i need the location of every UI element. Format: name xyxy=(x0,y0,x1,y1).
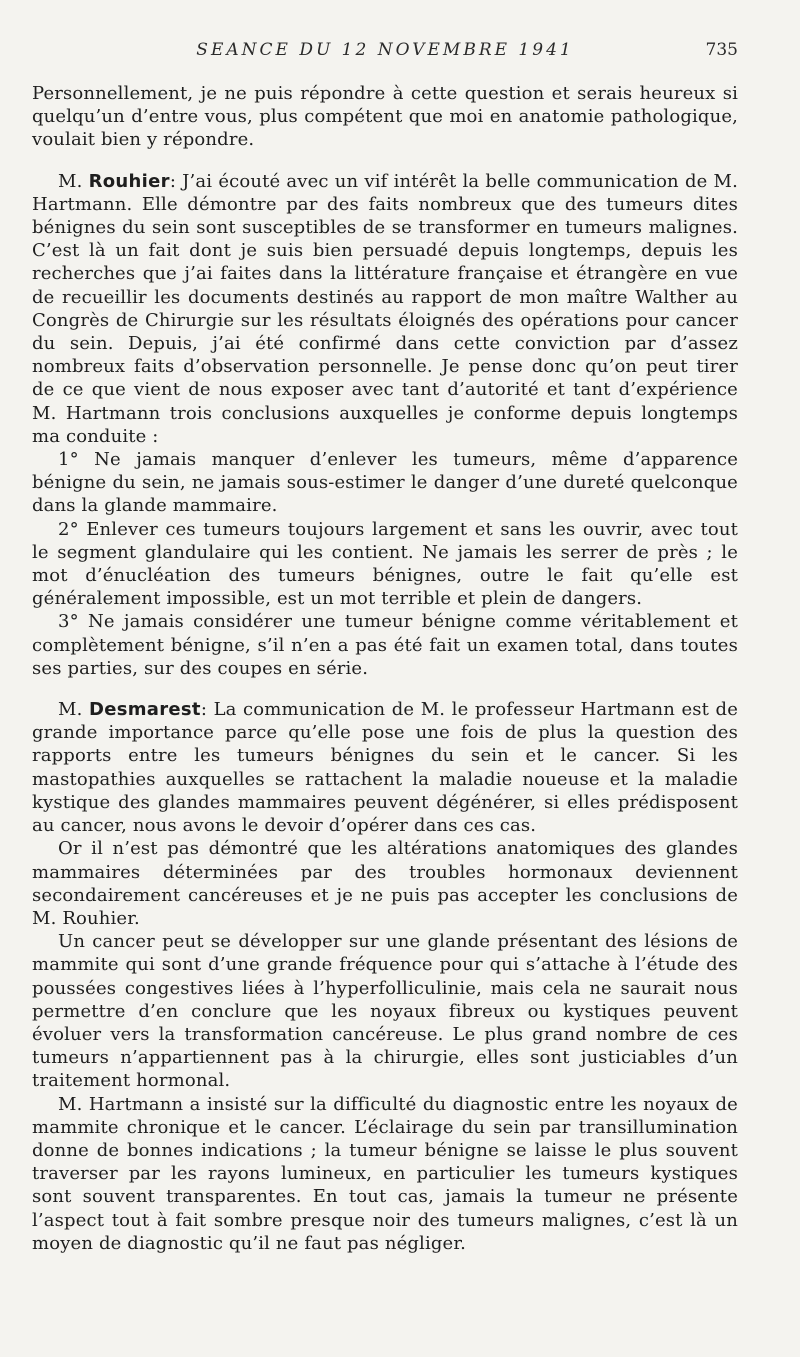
paragraph-text: : La communication de M. le professeur Hartmann est de grande importance parce qu’elle pose une fois de plus la question des rapports entre les tumeurs bénignes du sein et le cancer. Si les mastopathies auxquelles se rattachent la maladie noueuse et la maladie kystique des glandes mammaires peuvent dégénérer, si elles prédisposent au cancer, nous avons le devoir d’opérer dans ces cas. xyxy=(32,699,739,837)
conclusion-1: 1° Ne jamais manquer d’enlever les tumeurs, même d’apparence bénigne du sein, ne jamais sous-estimer le danger d’une dureté quelconque dans la glande mammaire. xyxy=(32,449,738,517)
running-title: SEANCE DU 12 NOVEMBRE 1941 xyxy=(196,40,574,60)
document-page xyxy=(32,38,738,1255)
paragraph-mammite: Un cancer peut se développer sur une glande présentant des lésions de mammite qui sont d’une grande fréquence pour qui s’attache à l’étude des poussées congestives liées à l’hyperfolliculinie, mais cela ne saurait nous permettre d’en conclure que les noyaux fibreux ou kystiques peuvent évoluer vers la transformation cancéreuse. Le plus grand nombre de ces tumeurs n’appartiennent pas à la chirurgie, elles sont justiciables d’un traitement hormonal. xyxy=(32,931,738,1092)
paragraph-continuation: Personnellement, je ne puis répondre à cette question et serais heureux si quelqu’un d’entre vous, plus compétent que moi en anatomie pathologique, voulait bien y répondre. xyxy=(32,83,738,151)
speaker-title: M. xyxy=(58,699,83,721)
speaker-title: M. xyxy=(58,170,83,192)
running-header xyxy=(32,38,738,68)
speaker-name-desmarest: Desmarest xyxy=(88,699,201,721)
paragraph-transillumination: M. Hartmann a insisté sur la difficulté du diagnostic entre les noyaux de mammite chronique et le cancer. L’éclairage du sein par transillumination donne de bonnes indications ; la tumeur bénigne se laisse le plus souvent traverser par les rayons lumineux, en particulier les tumeurs kystiques sont souvent transparentes. En tout cas, jamais la tumeur ne présente l’aspect tout à fait sombre presque noir des tumeurs malignes, c’est là un moyen de diagnostic qu’il ne faut pas négliger. xyxy=(32,1093,738,1254)
paragraph-text: : J’ai écouté avec un vif intérêt la belle communication de M. Hartmann. Elle démontre par des faits nombreux que des tumeurs dites bénignes du sein sont susceptibles de se transformer en tumeurs malignes. C’est là un fait dont je suis bien persuadé depuis longtemps, depuis les recherches que j’ai faites dans la littérature française et étrangère en vue de recueillir les documents destinés au rapport de mon maître Walther au Congrès de Chirurgie sur les résultats éloignés des opérations pour cancer du sein. Depuis, j’ai été confirmé dans cette conviction par d’assez nombreux faits d’observation personnelle. Je pense donc qu’on peut tirer de ce que vient de nous exposer avec tant d’autorité et tant d’expérience M. Hartmann trois conclusions auxquelles je conforme depuis longtemps ma conduite : xyxy=(32,170,739,447)
paragraph-rouhier-remarks xyxy=(32,170,738,448)
conclusion-2: 2° Enlever ces tumeurs toujours largement et sans les ouvrir, avec tout le segment glandulaire qui les contient. Ne jamais les serrer de près ; le mot d’énucléation des tumeurs bénignes, outre le fait qu’elle est généralement impossible, est un mot terrible et plein de dangers. xyxy=(32,518,738,610)
paragraph-hormonal: Or il n’est pas démontré que les altérations anatomiques des glandes mammaires déterminées par des troubles hormonaux deviennent secondairement cancéreuses et je ne puis pas accepter les conclusions de M. Rouhier. xyxy=(32,838,738,929)
conclusion-3: 3° Ne jamais considérer une tumeur bénigne comme véritablement et complètement bénigne, s’il n’en a pas été fait un examen total, dans toutes ses parties, sur des coupes en série. xyxy=(32,611,738,679)
page-number: 735 xyxy=(705,40,738,60)
speaker-name-rouhier: Rouhier xyxy=(88,170,170,192)
body-text xyxy=(32,82,738,1255)
paragraph-desmarest-remarks xyxy=(32,698,738,837)
